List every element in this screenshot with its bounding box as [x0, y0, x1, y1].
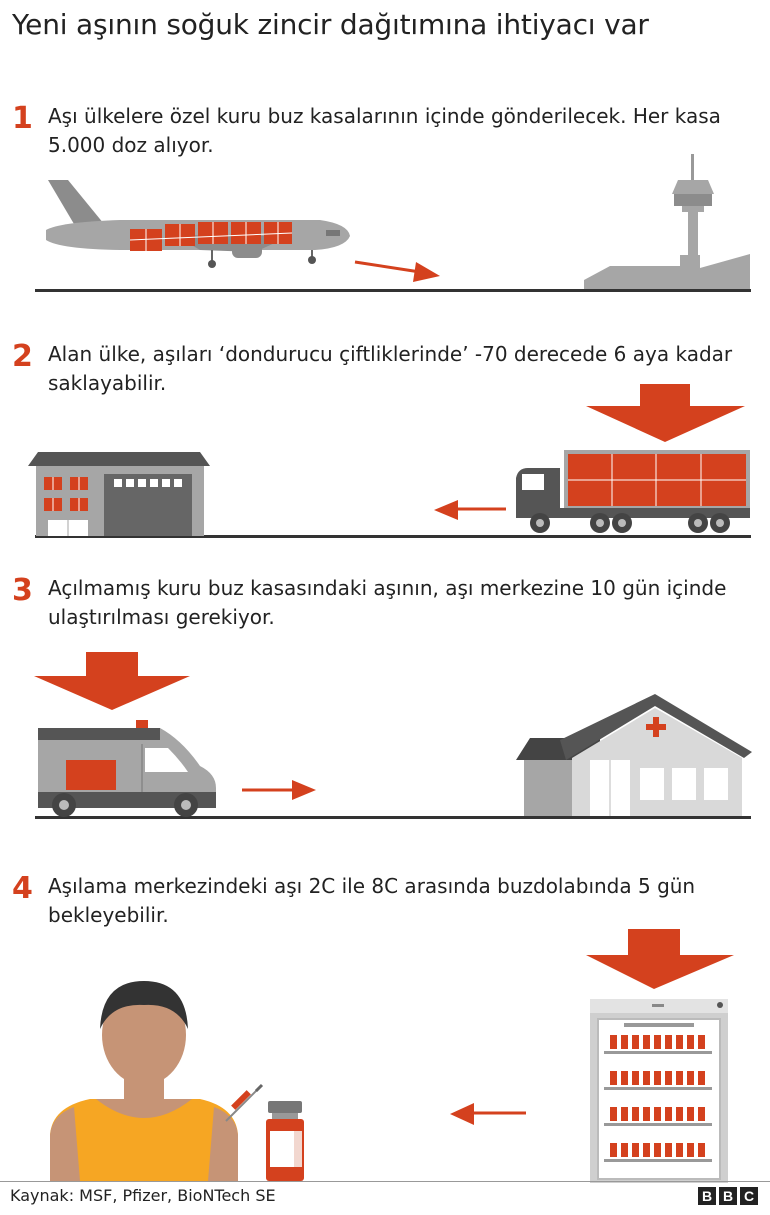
control-tower-icon	[584, 154, 750, 289]
step-1-text: Aşı ülkelere özel kuru buz kasalarının içinde gönderilecek. Her kasa 5.000 doz alıyor.	[48, 104, 721, 157]
arrow-right-icon	[355, 262, 440, 282]
bbc-logo-letter: C	[740, 1187, 758, 1205]
step-3-text: Açılmamış kuru buz kasasındaki aşının, aşı merkezine 10 gün içinde ulaştırılması gerekiyor.	[48, 576, 727, 629]
step-2-text: Alan ülke, aşıları ‘dondurucu çiftliklerinde’ -70 derecede 6 aya kadar saklayabilir.	[48, 342, 733, 395]
bbc-logo	[698, 1187, 758, 1205]
page-title: Yeni aşının soğuk zincir dağıtımına ihtiyacı var	[12, 8, 649, 41]
source-credit: Kaynak: MSF, Pfizer, BioNTech SE	[10, 1186, 276, 1205]
bbc-logo-letter: B	[719, 1187, 737, 1205]
vial-icon	[266, 1101, 304, 1181]
truck-icon	[516, 450, 750, 533]
airplane-icon	[46, 180, 350, 268]
arrow-right-icon	[242, 780, 316, 800]
person-icon	[50, 981, 238, 1181]
step-4-number: 4	[12, 871, 33, 906]
ground-line	[35, 289, 751, 292]
arrow-down-icon	[586, 384, 745, 442]
footer-divider	[0, 1181, 770, 1182]
arrow-down-icon	[34, 652, 190, 710]
step-4-text: Aşılama merkezindeki aşı 2C ile 8C arasında buzdolabında 5 gün bekleyebilir.	[48, 874, 696, 927]
clinic-icon	[516, 694, 752, 816]
step-4-scene	[0, 925, 770, 1183]
syringe-icon	[226, 1085, 262, 1121]
ground-line	[35, 816, 751, 819]
step-2-number: 2	[12, 339, 33, 374]
fridge-icon	[590, 999, 728, 1183]
step-1-scene	[0, 150, 770, 300]
step-2-scene	[0, 380, 770, 545]
step-3-scene	[0, 648, 770, 828]
arrow-left-icon	[450, 1103, 526, 1125]
bbc-logo-letter: B	[698, 1187, 716, 1205]
van-icon	[38, 720, 216, 817]
step-1-number: 1	[12, 101, 33, 136]
arrow-left-icon	[434, 500, 506, 520]
arrow-down-icon	[586, 929, 734, 989]
warehouse-icon	[28, 452, 210, 536]
step-3-number: 3	[12, 573, 33, 608]
